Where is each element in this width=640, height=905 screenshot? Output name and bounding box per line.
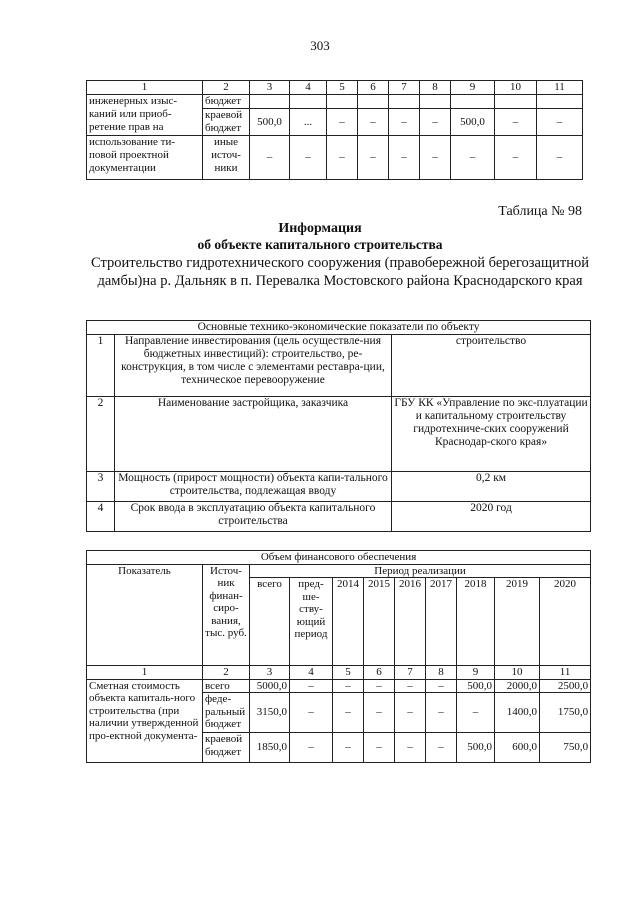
source-cell: всего bbox=[203, 679, 250, 693]
indicator-name: Мощность (прирост мощности) объекта капи-тального строительства, подлежащая вводу bbox=[115, 472, 392, 502]
value-cell: – bbox=[327, 109, 358, 136]
value-cell: ... bbox=[290, 109, 327, 136]
value-cell: – bbox=[537, 136, 583, 180]
indicator-name: Направление инвестирования (цель осуществле-ния бюджетных инвестиций): строительство, ре-конструкция, в том числе с элементами реставра-ции, техническое перевооружение bbox=[115, 335, 392, 397]
heading-subtitle: об объекте капитального строительства bbox=[197, 237, 443, 252]
col-num: 7 bbox=[389, 81, 420, 95]
source-cell: краевой бюджет bbox=[203, 109, 250, 136]
indicators-table bbox=[86, 320, 591, 532]
value-cell: – bbox=[395, 679, 426, 693]
value-cell: 1400,0 bbox=[495, 693, 540, 733]
table-row bbox=[87, 95, 583, 109]
indicators-header: Основные технико-экономические показатели по объекту bbox=[87, 321, 591, 335]
indicator-name: Срок ввода в эксплуатацию объекта капитального строительства bbox=[115, 502, 392, 532]
table-header-row bbox=[87, 564, 591, 578]
col-num: 7 bbox=[395, 666, 426, 680]
col-num: 2 bbox=[203, 81, 250, 95]
year-header: 2020 bbox=[540, 578, 591, 666]
row-label: инженерных изыс-каний или приоб-ретение прав на bbox=[87, 95, 203, 136]
value-cell: – bbox=[358, 109, 389, 136]
value-cell: – bbox=[250, 136, 290, 180]
value-cell: – bbox=[451, 136, 495, 180]
value-cell: – bbox=[333, 733, 364, 763]
value-cell: – bbox=[420, 136, 451, 180]
object-description: Строительство гидротехнического сооружения (правобережной берегозащитной дамбы)на р. Дальняк в п. Перевалка Мостовского района Краснодарского края bbox=[90, 255, 590, 289]
heading-title: Информация bbox=[278, 221, 362, 236]
table-row bbox=[87, 679, 591, 693]
value-cell: – bbox=[364, 733, 395, 763]
col-period-header: Период реализации bbox=[250, 564, 591, 578]
source-cell: феде-ральный бюджет bbox=[203, 693, 250, 733]
value-cell: – bbox=[290, 693, 333, 733]
value-cell: – bbox=[333, 693, 364, 733]
value-cell: 1750,0 bbox=[540, 693, 591, 733]
value-cell: – bbox=[426, 693, 457, 733]
col-num: 5 bbox=[327, 81, 358, 95]
col-num: 4 bbox=[290, 81, 327, 95]
value-cell: 3150,0 bbox=[250, 693, 290, 733]
col-indicator-header: Показатель bbox=[87, 564, 203, 666]
col-num: 6 bbox=[364, 666, 395, 680]
year-header: 2014 bbox=[333, 578, 364, 666]
col-num: 11 bbox=[537, 81, 583, 95]
value-cell: – bbox=[358, 136, 389, 180]
finance-header: Объем финансового обеспечения bbox=[87, 551, 591, 565]
col-num: 3 bbox=[250, 666, 290, 680]
value-cell: – bbox=[537, 109, 583, 136]
value-cell: – bbox=[290, 679, 333, 693]
value-cell: 2500,0 bbox=[540, 679, 591, 693]
table-row bbox=[87, 472, 591, 502]
row-number: 2 bbox=[87, 397, 115, 472]
col-num: 6 bbox=[358, 81, 389, 95]
value-cell: – bbox=[420, 109, 451, 136]
value-cell: 750,0 bbox=[540, 733, 591, 763]
year-header: 2016 bbox=[395, 578, 426, 666]
indicator-value: строительство bbox=[392, 335, 591, 397]
table-header-row bbox=[87, 321, 591, 335]
value-cell: 600,0 bbox=[495, 733, 540, 763]
col-prev-header: пред-ше-ству-ющий период bbox=[290, 578, 333, 666]
indicator-value: 0,2 км bbox=[392, 472, 591, 502]
col-num: 1 bbox=[87, 81, 203, 95]
table-row bbox=[87, 136, 583, 180]
source-cell: краевой бюджет bbox=[203, 733, 250, 763]
column-number-row bbox=[87, 81, 583, 95]
col-num: 1 bbox=[87, 666, 203, 680]
indicator-value: 2020 год bbox=[392, 502, 591, 532]
col-num: 8 bbox=[426, 666, 457, 680]
col-num: 2 bbox=[203, 666, 250, 680]
finance-table bbox=[86, 550, 591, 763]
col-num: 4 bbox=[290, 666, 333, 680]
year-header: 2017 bbox=[426, 578, 457, 666]
value-cell: – bbox=[327, 136, 358, 180]
source-cell: бюджет bbox=[203, 95, 250, 109]
value-cell: – bbox=[389, 136, 420, 180]
value-cell: – bbox=[333, 679, 364, 693]
value-cell: 5000,0 bbox=[250, 679, 290, 693]
col-num: 8 bbox=[420, 81, 451, 95]
row-number: 1 bbox=[87, 335, 115, 397]
value-cell: 500,0 bbox=[457, 733, 495, 763]
value-cell: – bbox=[495, 109, 537, 136]
value-cell: 2000,0 bbox=[495, 679, 540, 693]
col-num: 5 bbox=[333, 666, 364, 680]
table-row bbox=[87, 335, 591, 397]
value-cell: – bbox=[290, 733, 333, 763]
column-number-row bbox=[87, 666, 591, 680]
col-num: 10 bbox=[495, 81, 537, 95]
col-num: 9 bbox=[451, 81, 495, 95]
col-num: 9 bbox=[457, 666, 495, 680]
value-cell: – bbox=[364, 693, 395, 733]
value-cell: – bbox=[426, 733, 457, 763]
value-cell: – bbox=[364, 679, 395, 693]
value-cell: – bbox=[426, 679, 457, 693]
col-num: 3 bbox=[250, 81, 290, 95]
source-cell: иные источ-ники bbox=[203, 136, 250, 180]
indicator-name: Наименование застройщика, заказчика bbox=[115, 397, 392, 472]
value-cell: – bbox=[290, 136, 327, 180]
value-cell: – bbox=[395, 693, 426, 733]
value-cell: – bbox=[457, 693, 495, 733]
value-cell: 1850,0 bbox=[250, 733, 290, 763]
table-label: Таблица № 98 bbox=[498, 204, 582, 219]
value-cell: – bbox=[495, 136, 537, 180]
indicator-label: Сметная стоимость объекта капиталь-ного строительства (при наличии утвержденной про-ектной документа- bbox=[87, 679, 203, 763]
year-header: 2018 bbox=[457, 578, 495, 666]
row-label: использование ти-повой проектной документации bbox=[87, 136, 203, 180]
value-cell: – bbox=[389, 109, 420, 136]
row-number: 3 bbox=[87, 472, 115, 502]
year-header: 2019 bbox=[495, 578, 540, 666]
row-number: 4 bbox=[87, 502, 115, 532]
table-row bbox=[87, 502, 591, 532]
page-number: 303 bbox=[310, 38, 330, 53]
table-row bbox=[87, 397, 591, 472]
col-source-header: Источ-ник финан-сиро-вания, тыс. руб. bbox=[203, 564, 250, 666]
col-num: 10 bbox=[495, 666, 540, 680]
col-num: 11 bbox=[540, 666, 591, 680]
table-header-row bbox=[87, 551, 591, 565]
value-cell: 500,0 bbox=[250, 109, 290, 136]
value-cell: – bbox=[395, 733, 426, 763]
value-cell: 500,0 bbox=[451, 109, 495, 136]
value-cell: 500,0 bbox=[457, 679, 495, 693]
indicator-value: ГБУ КК «Управление по экс-плуатации и капитальному строительству гидротехниче-ских сооружений Краснодар-ского края» bbox=[392, 397, 591, 472]
col-total-header: всего bbox=[250, 578, 290, 666]
year-header: 2015 bbox=[364, 578, 395, 666]
continuation-table bbox=[86, 80, 583, 180]
